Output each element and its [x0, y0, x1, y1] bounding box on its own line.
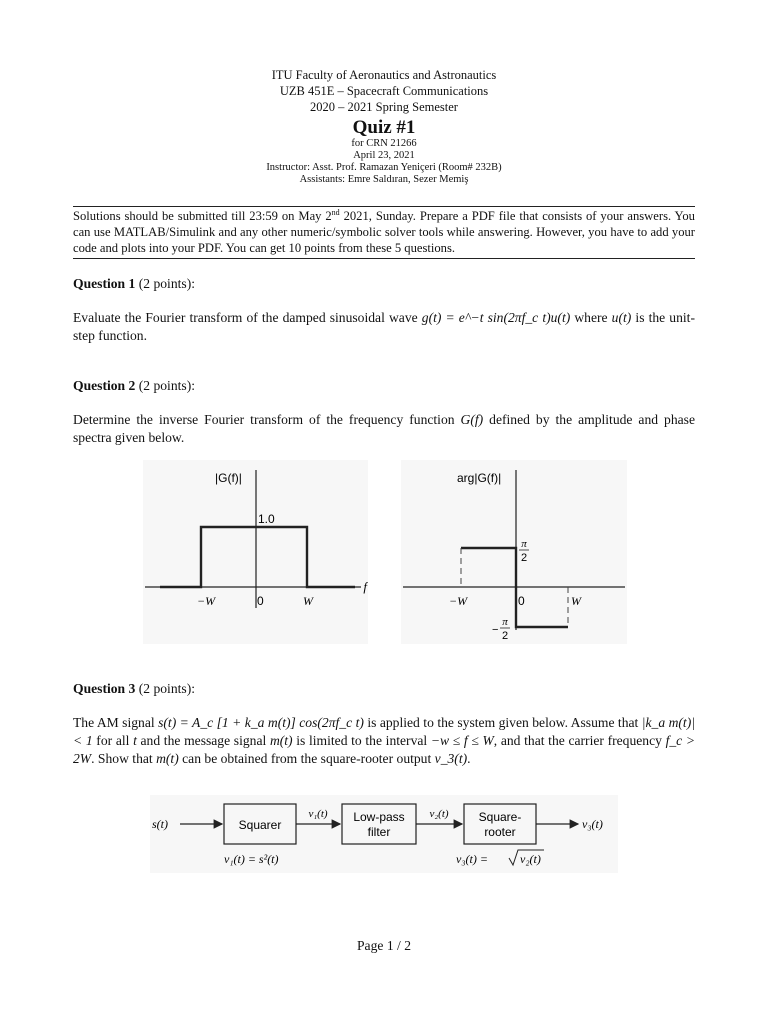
page-number: Page 1 / 2 — [357, 938, 411, 953]
phase-neg-num: π — [502, 616, 508, 628]
signal-v1-label: v₁(t) — [308, 808, 328, 820]
q3-math-st: s(t) = A_c [1 + k_a m(t)] cos(2πf_c t) — [158, 715, 364, 730]
q3-math-mt: m(t) — [269, 733, 293, 748]
q3-math-t: t — [133, 733, 137, 748]
quiz-assistants: Assistants: Emre Saldıran, Sezer Memiş — [299, 174, 469, 185]
phase-neg-sign: − — [492, 624, 499, 636]
q3-math-mt2: m(t) — [156, 751, 179, 766]
signal-v2-label: v₂(t) — [429, 808, 449, 820]
eq-v3-radicand: v₂(t) — [520, 852, 541, 866]
block-diagram-svg — [150, 795, 618, 873]
question-2-heading: Question 2 (2 points): — [73, 378, 195, 393]
amp-tick-zero: 0 — [257, 594, 264, 608]
q3-math-fc: f_c > 2W — [73, 733, 696, 766]
notice-top-rule — [73, 206, 695, 207]
lowpass-label-1: Low-pass — [353, 810, 405, 824]
amp-xlabel: f — [363, 579, 367, 594]
phase-ylabel: arg|G(f)| — [457, 471, 502, 485]
squarer-label: Squarer — [238, 818, 282, 832]
quiz-title: Quiz #1 — [352, 117, 416, 138]
squarerooter-label-1: Square- — [478, 810, 522, 824]
q2-math-Gf: G(f) — [460, 412, 484, 427]
phase-tick-neg-w: −W — [449, 594, 468, 608]
phase-pos-den: 2 — [520, 552, 528, 564]
quiz-crn: for CRN 21266 — [351, 138, 417, 149]
phase-tick-w: W — [571, 594, 581, 608]
course-semester: 2020 – 2021 Spring Semester — [310, 100, 458, 114]
question-3-heading: Question 3 (2 points): — [73, 681, 195, 696]
amp-level-label: 1.0 — [258, 512, 275, 526]
squarerooter-label-2: rooter — [484, 825, 516, 839]
phase-pos-num: π — [521, 538, 527, 550]
amplitude-spectrum-plot — [143, 460, 368, 644]
course-faculty: ITU Faculty of Aeronautics and Astronautics — [271, 68, 497, 82]
am-block-diagram — [150, 795, 618, 873]
diagram-output-label: v₃(t) — [582, 817, 603, 831]
course-code: UZB 451E – Spacecraft Communications — [279, 84, 489, 98]
phase-spectrum-figure — [401, 460, 627, 644]
amp-tick-w: W — [303, 594, 313, 608]
amp-tick-neg-w: −W — [197, 594, 216, 608]
eq-v3-lhs: v₃(t) = — [456, 852, 488, 866]
question-1-text: Evaluate the Fourier transform of the damped sinusoidal wave g(t) = e^−t sin(2πf_c t)u(t) where u(t) is the unit-step function. — [73, 310, 695, 343]
diagram-input-label: s(t) — [152, 817, 168, 831]
amplitude-trace — [160, 527, 355, 587]
q3-math-interval: −w ≤ f ≤ W — [430, 733, 494, 748]
phase-neg-den: 2 — [501, 630, 509, 642]
quiz-instructor: Instructor: Asst. Prof. Ramazan Yeniçeri (Room# 232B) — [266, 162, 502, 173]
q1-math-ut: u(t) — [611, 310, 632, 325]
question-1-heading: Question 1 (2 points): — [73, 276, 195, 291]
quiz-date: April 23, 2021 — [353, 150, 415, 161]
phase-tick-zero: 0 — [518, 594, 525, 608]
phase-spectrum-plot — [401, 460, 627, 644]
q1-math-gt: g(t) = e^−t sin(2πf_c t)u(t) — [421, 310, 571, 325]
q3-math-v3: v_3(t) — [434, 751, 468, 766]
notice-bottom-rule — [73, 258, 695, 259]
eq-v1: v₁(t) = s²(t) — [224, 852, 279, 866]
amplitude-spectrum-figure — [143, 460, 368, 644]
lowpass-label-2: filter — [367, 825, 391, 839]
q3-math-kam: |k_a m(t)| < 1 — [73, 715, 695, 748]
question-3-text: The AM signal s(t) = A_c [1 + k_a m(t)] cos(2πf_c t) is applied to the system given below. Assume that |k_a m(t)| < 1 for all t and the message signal m(t) is limited to the interval −w ≤ f ≤ W, and that the carrier frequency f_c > 2W. Show that m(t) can be obtained from the square-rooter output v_3(t). — [73, 715, 696, 766]
amp-ylabel: |G(f)| — [215, 471, 242, 485]
question-2-text: Determine the inverse Fourier transform of the frequency function G(f) defined by the amplitude and phase spectra given below. — [73, 412, 695, 445]
submission-notice: Solutions should be submitted till 23:59 on May 2nd 2021, Sunday. Prepare a PDF file that consists of your answers. You can use MATLAB/Simulink and any other numeric/symbolic solver tools while answering. However, you have to add your code and plots into your PDF. You can get 10 points from these 5 questions. — [73, 207, 695, 255]
